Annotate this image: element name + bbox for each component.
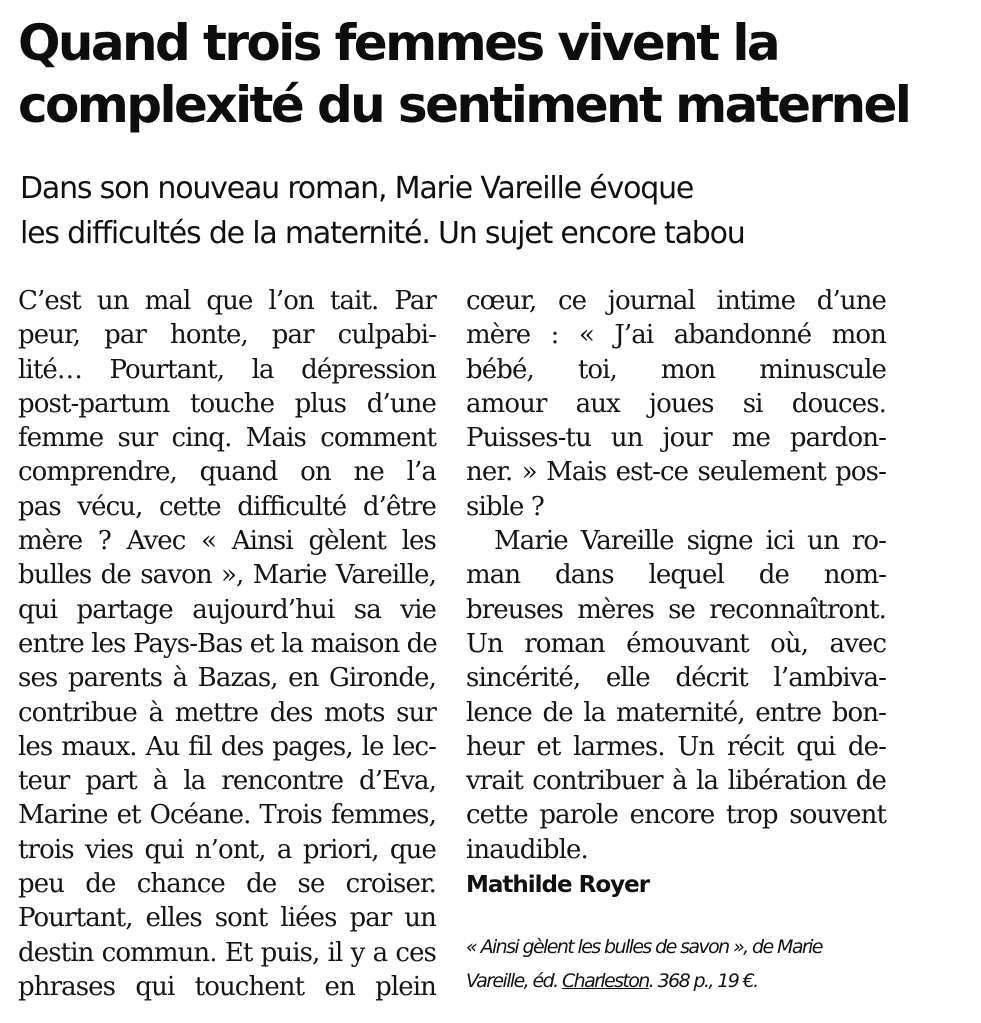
headline-line: complexité du sentiment maternel [18, 76, 910, 134]
body-line: pas vécu, cette difficulté d’être [18, 491, 436, 522]
publisher-name: Charleston [561, 970, 649, 992]
body-line: peu de chance de se croiser. [18, 869, 436, 900]
book-credit-line: « Ainsi gèlent les bulles de savon », de Marie [466, 936, 822, 958]
body-line: lité… Pourtant, la dépression [18, 354, 436, 385]
book-credit-text: . 368 p., 19 €. [648, 970, 758, 992]
article-column-left [18, 284, 436, 1004]
body-line: bébé, toi, mon minuscule [466, 354, 886, 385]
body-line: breuses mères se reconnaîtront. [466, 594, 886, 625]
body-line: les maux. Au fil des pages, le lec- [18, 731, 436, 762]
body-line: comprendre, quand on ne l’a [18, 457, 436, 488]
book-credit-line [466, 964, 896, 998]
body-line: cœur, ce journal intime d’une [466, 286, 886, 316]
body-line: peur, par honte, par culpabi- [18, 320, 436, 351]
body-line: man dans lequel de nom- [466, 560, 886, 591]
book-credit [466, 930, 896, 998]
body-line: lence de la maternité, entre bon- [466, 697, 886, 728]
body-line: teur part à la rencontre d’Eva, [18, 766, 436, 797]
subheadline-line: les difficultés de la maternité. Un sujet encore tabou [20, 216, 745, 251]
author-byline: Mathilde Royer [466, 872, 650, 899]
body-line: Marie Vareille signe ici un ro- [494, 526, 886, 557]
body-line: qui partage aujourd’hui sa vie [18, 594, 436, 625]
body-line: sincérité, elle décrit l’ambiva- [466, 663, 886, 694]
body-line: heur et larmes. Un récit qui de- [466, 731, 886, 762]
body-line: bulles de savon », Marie Vareille, [18, 560, 436, 591]
body-line: mère : « J’ai abandonné mon [466, 320, 886, 351]
body-line: femme sur cinq. Mais comment [18, 423, 436, 454]
headline [18, 12, 968, 136]
body-line: contribue à mettre des mots sur [18, 697, 436, 728]
article-column-right [466, 284, 886, 902]
book-credit-text: Vareille, éd. [466, 970, 562, 992]
headline-line: Quand trois femmes vivent la [18, 14, 779, 72]
body-line: Pourtant, elles sont liées par un [18, 903, 436, 934]
body-line: ses parents à Bazas, en Gironde, [18, 663, 436, 694]
body-line: destin commun. Et puis, il y a ces [18, 937, 436, 968]
body-line: C’est un mal que l’on tait. Par [18, 286, 436, 316]
body-line: sible ? [466, 491, 544, 522]
body-line: ner. » Mais est-ce seulement pos- [466, 457, 886, 488]
body-line: post-partum touche plus d’une [18, 388, 436, 419]
body-line: mère ? Avec « Ainsi gèlent les [18, 526, 436, 557]
body-line: trois vies qui n’ont, a priori, que [18, 834, 436, 865]
body-line: inaudible. [466, 834, 588, 865]
body-line: vrait contribuer à la libération de [466, 766, 886, 797]
subheadline [20, 166, 970, 256]
body-line: Marine et Océane. Trois femmes, [18, 800, 436, 831]
body-line: Puisses-tu un jour me pardon- [466, 423, 886, 454]
body-line: entre les Pays-Bas et la maison de [18, 628, 437, 659]
body-line: phrases qui touchent en plein [18, 971, 436, 1002]
body-line: amour aux joues si douces. [466, 388, 886, 419]
body-line: cette parole encore trop souvent [466, 800, 886, 831]
body-line: Un roman émouvant où, avec [466, 628, 886, 659]
subheadline-line: Dans son nouveau roman, Marie Vareille évoque [20, 171, 694, 206]
